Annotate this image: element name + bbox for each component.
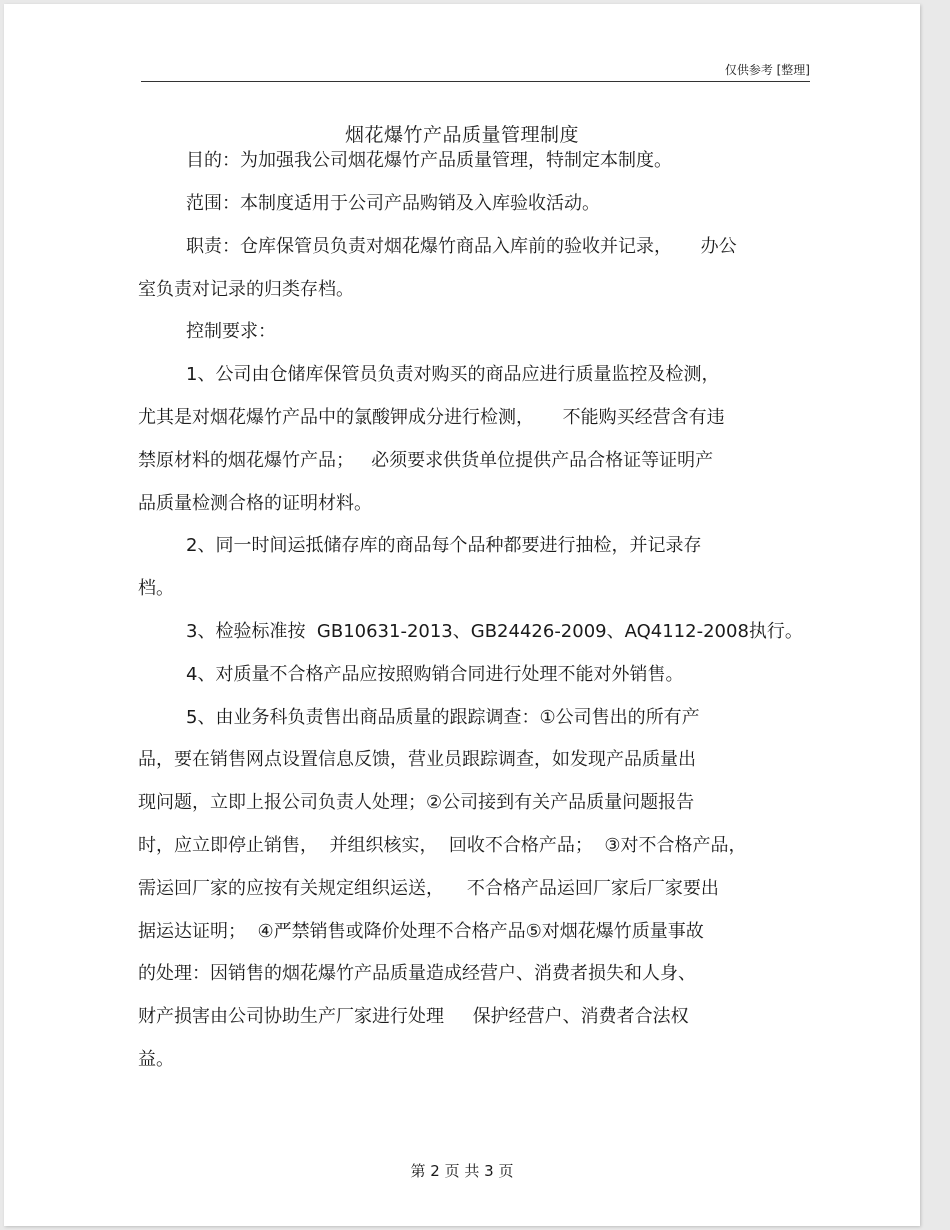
body-text-line: 3、检验标准按 GB10631-2013、GB24426-2009、AQ4112-2008执行。 <box>186 621 803 642</box>
document-title: 烟花爆竹产品质量管理制度 <box>344 124 579 146</box>
body-text-line: 档。 <box>138 578 174 599</box>
body-text-line: 5、由业务科负责售出商品质量的跟踪调查：①公司售出的所有产 <box>186 707 700 728</box>
body-text-line: 范围：本制度适用于公司产品购销及入库验收活动。 <box>186 193 600 214</box>
body-text-line: 的处理：因销售的烟花爆竹产品质量造成经营户、消费者损失和人身、 <box>138 963 696 984</box>
body-text-line: 品质量检测合格的证明材料。 <box>138 493 372 514</box>
body-text-line: 2、同一时间运抵储存库的商品每个品种都要进行抽检，并记录存 <box>186 535 702 556</box>
body-text-line: 时，应立即停止销售， 并组织核实， 回收不合格产品； ③对不合格产品， <box>138 835 747 856</box>
body-text-line: 品，要在销售网点设置信息反馈，营业员跟踪调查，如发现产品质量出 <box>138 749 696 770</box>
body-text-line: 财产损害由公司协助生产厂家进行处理 保护经营户、消费者合法权 <box>138 1006 689 1027</box>
body-text-line: 目的：为加强我公司烟花爆竹产品质量管理，特制定本制度。 <box>186 150 672 171</box>
body-text-line: 职责：仓库保管员负责对烟花爆竹商品入库前的验收并记录， 办公 <box>186 236 737 257</box>
body-text-line: 现问题，立即上报公司负责人处理；②公司接到有关产品质量问题报告 <box>138 792 695 813</box>
body-text-line: 4、对质量不合格产品应按照购销合同进行处理不能对外销售。 <box>186 664 684 685</box>
page-number: 第 2 页 共 3 页 <box>410 1162 514 1180</box>
body-text-line: 据运达证明； ④严禁销售或降价处理不合格产品⑤对烟花爆竹质量事故 <box>138 921 704 942</box>
body-text-line: 禁原材料的烟花爆竹产品； 必须要求供货单位提供产品合格证等证明产 <box>138 450 714 471</box>
header-note: 仅供参考 [整理] <box>724 63 810 77</box>
body-text-line: 控制要求： <box>186 321 276 342</box>
header-divider <box>141 81 810 82</box>
body-text-line: 尤其是对烟花爆竹产品中的氯酸钾成分进行检测， 不能购买经营含有违 <box>138 407 725 428</box>
document-page <box>4 4 920 1226</box>
body-text-line: 室负责对记录的归类存档。 <box>138 279 354 300</box>
body-text-line: 益。 <box>138 1049 174 1070</box>
body-text-line: 需运回厂家的应按有关规定组织运送， 不合格产品运回厂家后厂家要出 <box>138 878 719 899</box>
body-text-line: 1、公司由仓储库保管员负责对购买的商品应进行质量监控及检测， <box>186 364 720 385</box>
